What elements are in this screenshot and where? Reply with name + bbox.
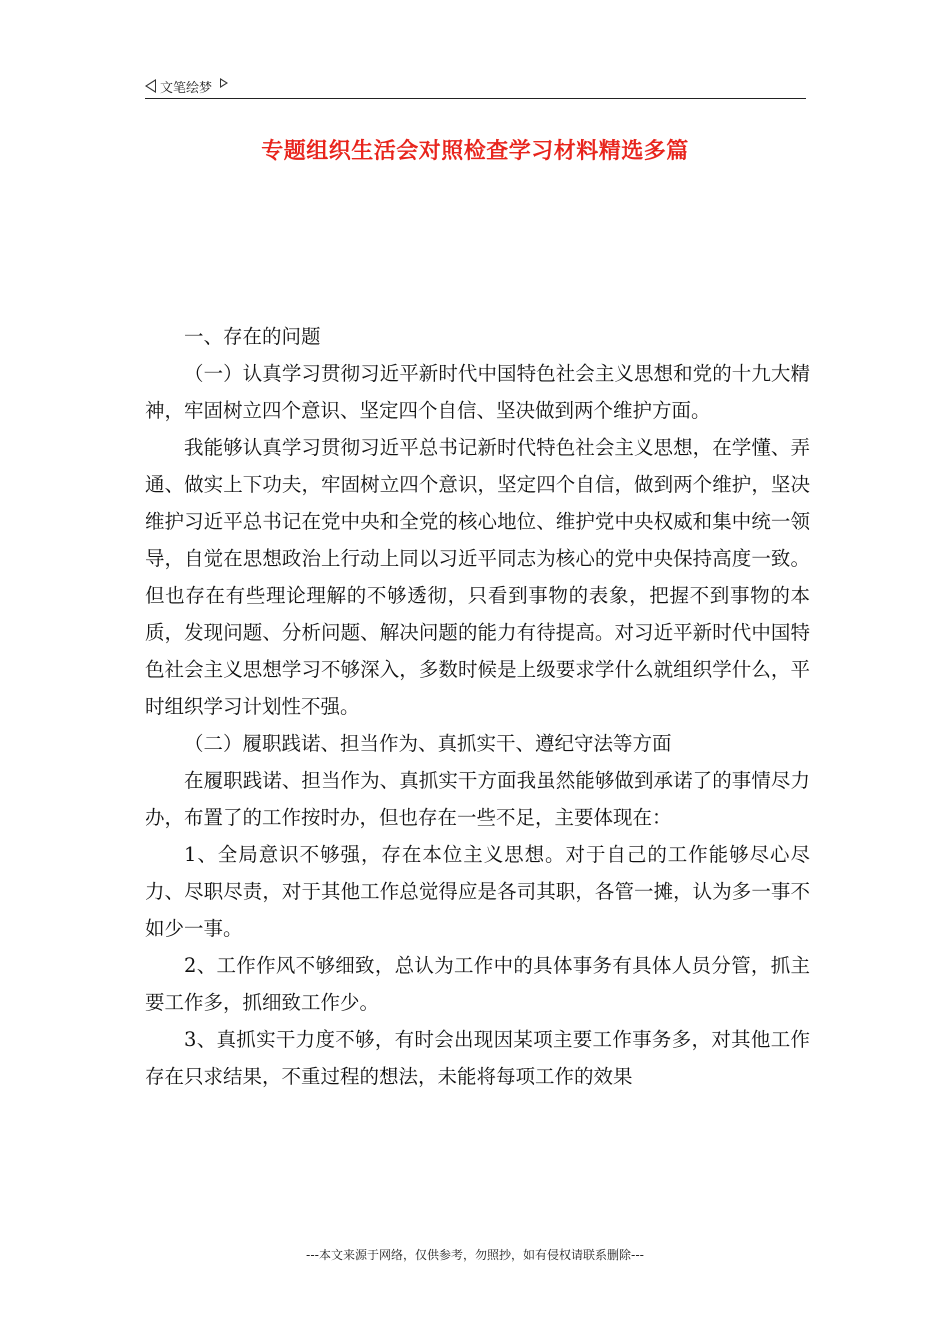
document-body <box>145 318 810 1095</box>
document-title: 专题组织生活会对照检查学习材料精选多篇 <box>261 139 689 164</box>
triangle-right-icon <box>220 78 228 88</box>
body-paragraph: 在履职践诺、担当作为、真抓实干方面我虽然能够做到承诺了的事情尽力办，布置了的工作按时办，但也存在一些不足，主要体现在： <box>145 769 810 829</box>
list-item: 2、工作作风不够细致，总认为工作中的具体事务有具体人员分管，抓主要工作多，抓细致工作少。 <box>145 954 810 1014</box>
header-divider <box>145 98 806 99</box>
subsection-heading: （一）认真学习贯彻习近平新时代中国特色社会主义思想和党的十九大精神，牢固树立四个意识、坚定四个自信、坚决做到两个维护方面。 <box>145 362 810 422</box>
section-heading: 一、存在的问题 <box>184 325 321 348</box>
header-brand: 文笔绘梦 <box>160 80 213 96</box>
triangle-left-icon <box>145 79 156 93</box>
subsection-heading: （二）履职践诺、担当作为、真抓实干、遵纪守法等方面 <box>184 732 672 755</box>
list-item: 1、全局意识不够强，存在本位主义思想。对于自己的工作能够尽心尽力、尽职尽责，对于其他工作总觉得应是各司其职，各管一摊，认为多一事不如少一事。 <box>145 843 810 940</box>
page-header <box>145 74 228 98</box>
list-item: 3、真抓实干力度不够，有时会出现因某项主要工作事务多，对其他工作存在只求结果，不重过程的想法，未能将每项工作的效果 <box>145 1028 810 1088</box>
footer-notice: ---本文来源于网络，仅供参考，勿照抄，如有侵权请联系删除--- <box>306 1248 644 1262</box>
body-paragraph: 我能够认真学习贯彻习近平总书记新时代特色社会主义思想，在学懂、弄通、做实上下功夫，牢固树立四个意识，坚定四个自信，做到两个维护，坚决维护习近平总书记在党中央和全党的核心地位、维护党中央权威和集中统一领导，自觉在思想政治上行动上同以习近平同志为核心的党中央保持高度一致。但也存在有些理论理解的不够透彻，只看到事物的表象，把握不到事物的本质，发现问题、分析问题、解决问题的能力有待提高。对习近平新时代中国特色社会主义思想学习不够深入，多数时候是上级要求学什么就组织学什么，平时组织学习计划性不强。 <box>145 436 810 718</box>
